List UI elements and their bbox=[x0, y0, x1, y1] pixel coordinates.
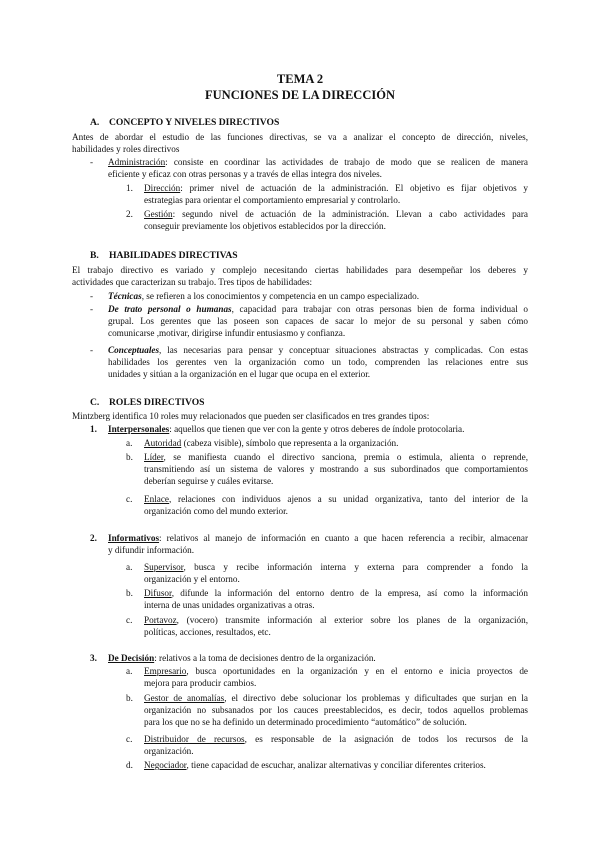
administracion-text: : consiste en coordinar las actividades de trabajo de modo que se realicen de manera bbox=[165, 157, 528, 167]
administracion-line-1 bbox=[108, 156, 528, 168]
administracion-term: Administración bbox=[108, 157, 166, 167]
autoridad-term: Autoridad bbox=[144, 438, 182, 448]
decision-line: De Decisión: relativos a la toma de decisiones dentro de la organización. bbox=[108, 653, 376, 663]
section-a-letter: A. bbox=[90, 117, 100, 128]
negociador-term: Negociador bbox=[144, 760, 187, 770]
group-number: 1. bbox=[90, 424, 97, 434]
section-b-intro-1: El trabajo directivo es variado y complejo necesitando ciertas habilidades para desempeñar los deberes y bbox=[72, 265, 528, 275]
list-letter: c. bbox=[126, 494, 133, 504]
group-number: 2. bbox=[90, 533, 97, 543]
bullet-marker: - bbox=[90, 157, 94, 167]
gestion-line-1: Gestión: segundo nivel de actuación de la administración. Llevan a cabo actividades para bbox=[144, 209, 528, 219]
empresario-line-2: mejora para producir cambios. bbox=[144, 678, 257, 688]
distribuidor-term: Distribuidor de recursos bbox=[144, 734, 245, 744]
administracion-line-2: eficiente y eficaz con otras personas y a través de ellas integra dos niveles. bbox=[108, 169, 382, 179]
list-letter: b. bbox=[126, 452, 133, 462]
lider-term: Líder bbox=[144, 452, 164, 462]
section-a-intro-1: Antes de abordar el estudio de las funciones directivas, se va a analizar el concepto de dirección, niveles, bbox=[72, 132, 528, 142]
section-c-heading: ROLES DIRECTIVOS bbox=[109, 397, 205, 408]
section-b-letter: B. bbox=[90, 250, 99, 261]
bullet-marker: - bbox=[90, 291, 94, 301]
gestor-anomalias-line-1: Gestor de anomalías, el directivo debe solucionar los problemas y dificultades que surjan en la bbox=[144, 693, 528, 703]
direccion-term: Dirección bbox=[144, 183, 181, 193]
supervisor-line-1: Supervisor, busca y recibe información interna y externa para comprender a fondo la bbox=[144, 562, 528, 572]
list-number: 1. bbox=[126, 183, 133, 193]
distribuidor-line-2: organización. bbox=[144, 746, 194, 756]
trato-term: De trato personal o humanas bbox=[108, 304, 232, 314]
section-c-intro: Mintzberg identifica 10 roles muy relacionados que pueden ser clasificados en tres grandes tipos: bbox=[72, 411, 430, 421]
informativos-line-2: y difundir información. bbox=[108, 545, 194, 555]
interpersonales-line: Interpersonales: aquellos que tienen que ver con la gente y otros deberes de índole protocolaria. bbox=[108, 424, 465, 434]
decision-term: De Decisión bbox=[108, 653, 155, 663]
negociador-line: Negociador, tiene capacidad de escuchar, analizar alternativas y conciliar diferentes criterios. bbox=[144, 760, 486, 770]
bullet-marker: - bbox=[90, 345, 94, 355]
supervisor-term: Supervisor bbox=[144, 562, 184, 572]
lider-line-3: deberían seguirse y cuáles evitarse. bbox=[144, 476, 274, 486]
list-letter: a. bbox=[126, 438, 133, 448]
direccion-line-1: Dirección: primer nivel de actuación de la administración. El objetivo es fijar objetivos y bbox=[144, 183, 528, 193]
portavoz-term: Portavoz bbox=[144, 615, 177, 625]
difusor-line-2: interna de unas unidades organizativas a otras. bbox=[144, 600, 315, 610]
trato-line-3: comunicarse ,motivar, dirigirse infundir entusiasmo y confianza. bbox=[108, 328, 346, 338]
trato-line-2: grupal. Los gerentes que las poseen son capaces de sacar lo mejor de su personal y saben cómo bbox=[108, 316, 528, 326]
section-b-intro-2: actividades que caracterizan su trabajo. Tres tipos de habilidades: bbox=[72, 277, 313, 287]
distribuidor-line-1: Distribuidor de recursos, es responsable de la asignación de todos los recursos de la bbox=[144, 734, 528, 744]
list-letter: c. bbox=[126, 734, 133, 744]
gestor-anomalias-line-2: organización no subsanados por los cauces preestablecidos, es decir, todos aquellos problemas bbox=[144, 705, 528, 715]
empresario-term: Empresario bbox=[144, 666, 187, 676]
list-letter: a. bbox=[126, 562, 133, 572]
enlace-line-1: Enlace, relaciones con individuos ajenos a su unidad organizativa, tanto del interior de la bbox=[144, 494, 528, 504]
supervisor-line-2: organización y el entorno. bbox=[144, 574, 240, 584]
direccion-line-2: estrategias para orientar el comportamiento empresarial y controlarlo. bbox=[144, 195, 401, 205]
list-letter: b. bbox=[126, 693, 133, 703]
tecnicas-line: Técnicas, se refieren a los conocimientos y competencia en un campo especializado. bbox=[108, 291, 419, 301]
list-letter: a. bbox=[126, 666, 133, 676]
section-b-heading: HABILIDADES DIRECTIVAS bbox=[109, 250, 238, 261]
informativos-term: Informativos bbox=[108, 533, 160, 543]
enlace-term: Enlace bbox=[144, 494, 169, 504]
portavoz-line-1: Portavoz, (vocero) transmite información al exterior sobre los planes de la organización, bbox=[144, 615, 528, 625]
list-letter: d. bbox=[126, 760, 133, 770]
conceptuales-line-1: Conceptuales, las necesarias para pensar y conceptuar situaciones abstractas y complicadas. Con estas bbox=[108, 345, 528, 355]
doc-title-topic: TEMA 2 bbox=[276, 72, 324, 86]
difusor-line-1: Difusor, difunde la información del entorno dentro de la empresa, así como la información bbox=[144, 588, 528, 598]
group-number: 3. bbox=[90, 653, 97, 663]
gestor-anomalias-line-3: para los que no se ha definido un determinado procedimiento “automático” de solución. bbox=[144, 717, 467, 727]
lider-line-2: transmitiendo así un sistema de valores y mostrando a sus subordinados que comportamientos bbox=[144, 464, 528, 474]
interpersonales-term: Interpersonales bbox=[108, 424, 170, 434]
section-c-letter: C. bbox=[90, 397, 100, 408]
autoridad-line: Autoridad (cabeza visible), símbolo que representa a la organización. bbox=[144, 438, 399, 448]
empresario-line-1: Empresario, busca oportunidades en la organización y en el entorno e inicia proyectos de bbox=[144, 666, 528, 676]
section-a-intro-2: habilidades y roles directivos bbox=[72, 144, 180, 154]
portavoz-line-2: políticas, acciones, resultados, etc. bbox=[144, 627, 271, 637]
conceptuales-line-2: habilidades los gerentes ven la organización como un todo, comprenden las relaciones entre sus bbox=[108, 357, 528, 367]
bullet-marker: - bbox=[90, 304, 94, 314]
conceptuales-term: Conceptuales bbox=[108, 345, 160, 355]
section-a-heading: CONCEPTO Y NIVELES DIRECTIVOS bbox=[109, 117, 280, 128]
tecnicas-term: Técnicas bbox=[108, 291, 142, 301]
gestion-line-2: conseguir previamente los objetivos establecidos por la dirección. bbox=[144, 221, 386, 231]
gestion-term: Gestión bbox=[144, 209, 173, 219]
informativos-line-1: Informativos: relativos al manejo de información en cuanto a que hacen referencia a recibir, almacenar bbox=[108, 533, 528, 543]
doc-title-main: FUNCIONES DE LA DIRECCIÓN bbox=[205, 88, 395, 102]
enlace-line-2: organización como del mundo exterior. bbox=[144, 506, 288, 516]
list-letter: c. bbox=[126, 615, 133, 625]
difusor-term: Difusor bbox=[144, 588, 172, 598]
conceptuales-line-3: unidades y sitúan a la organización en el lugar que ocupa en el exterior. bbox=[108, 369, 371, 379]
gestor-anomalias-term: Gestor de anomalías bbox=[144, 693, 225, 703]
lider-line-1: Líder, se manifiesta cuando el directivo sanciona, premia o estimula, alienta o reprende, bbox=[144, 452, 528, 462]
trato-line-1: De trato personal o humanas, capacidad para trabajar con otras personas bien de forma individual o bbox=[108, 304, 528, 314]
list-letter: b. bbox=[126, 588, 133, 598]
list-number: 2. bbox=[126, 209, 133, 219]
